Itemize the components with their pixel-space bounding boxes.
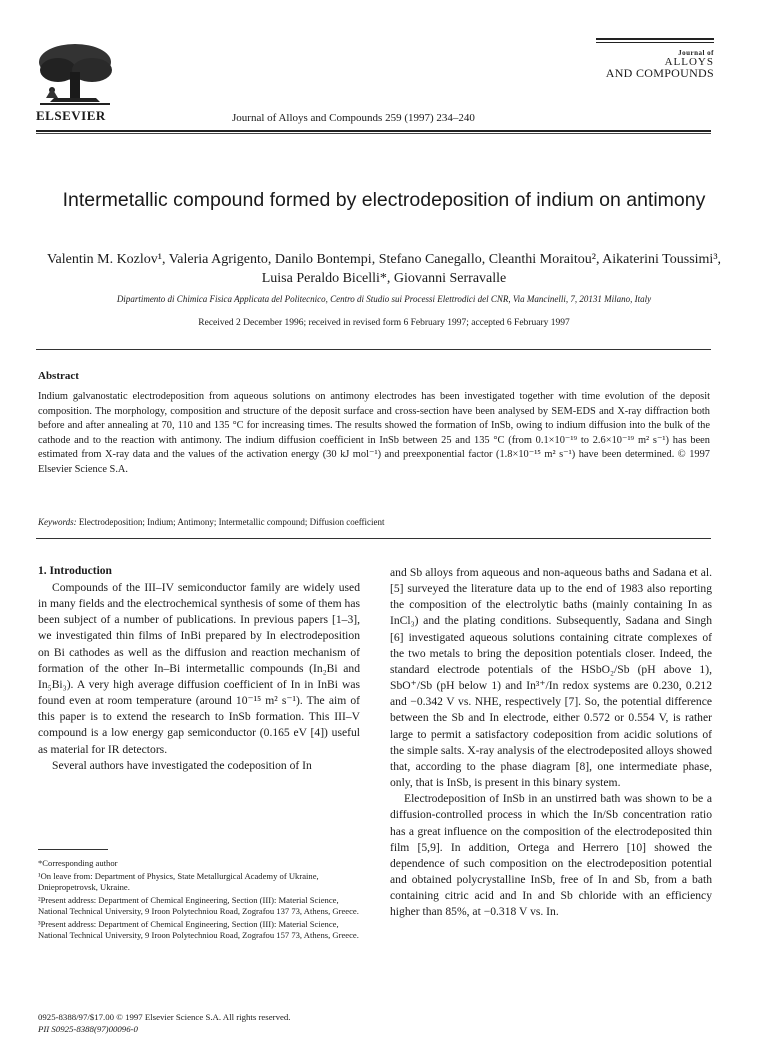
footnotes bbox=[38, 858, 360, 943]
paragraph: and Sb alloys from aqueous and non-aqueous baths and Sadana et al. [5] surveyed the literature data up to the end of 1983 also reporting the composition of the electrolytic baths (mainly containing In as InCl₃) and the plating conditions. Subsequently, Sadana and Singh [6] investigated aqueous solutions containing citrate complexes of the two metals to bring the deposition potentials closer. Indeed, the standard electrode potentials of the HSbO₂/Sb (pH above 1), SbO⁺/Sb (pH below 1) and In³⁺/In redox systems are 0.230, 0.212 and −0.342 V vs. NHE, respectively [7]. So, the potential difference between the Sb and In electrode, either 0.572 or 0.554 V, is rather large to permit a satisfactory codeposition from acidic solutions of the simple salts. X-ray analysis of the electrodeposited alloys showed that, according to the phase diagram [8], one intermediate phase, only, that is InSb, is present in this binary system. bbox=[390, 566, 712, 790]
left-column bbox=[38, 580, 360, 774]
journal-logo-line3: AND COMPOUNDS bbox=[605, 66, 714, 80]
copyright-line: 0925-8388/97/$17.00 © 1997 Elsevier Science S.A. All rights reserved. bbox=[38, 1012, 291, 1022]
right-column bbox=[390, 565, 712, 920]
footnote: ¹On leave from: Department of Physics, State Metallurgical Academy of Ukraine, Dniepropetrovsk, Ukraine. bbox=[38, 870, 319, 892]
author-list: Valentin M. Kozlov¹, Valeria Agrigento, Danilo Bontempi, Stefano Canegallo, Cleanthi Moraitou², Aikaterini Toussimi³, Luisa Peraldo Bicelli*, Giovanni Serravalle bbox=[46, 252, 722, 286]
footnote-rule bbox=[38, 849, 108, 850]
journal-logo-line1: Journal of bbox=[678, 49, 714, 57]
header-rule bbox=[36, 130, 711, 132]
copyright-block bbox=[38, 1011, 398, 1035]
publisher-name: ELSEVIER bbox=[36, 108, 106, 123]
keywords-list: Electrodeposition; Indium; Antimony; Intermetallic compound; Diffusion coefficient bbox=[78, 517, 385, 527]
journal-logo bbox=[596, 38, 714, 79]
footnote: ²Present address: Department of Chemical Engineering, Section (III): Material Science, National Technical University, 9 Iroon Polytechniou Road, Zografou 137 73, Athens, Greece. bbox=[38, 894, 359, 916]
section-heading: 1. Introduction bbox=[38, 565, 112, 577]
divider bbox=[36, 538, 711, 539]
elsevier-tree-logo bbox=[30, 40, 120, 110]
abstract-heading: Abstract bbox=[38, 370, 79, 382]
header-rule-thin bbox=[36, 133, 711, 134]
footnote: ³Present address: Department of Chemical Engineering, Section (III): Material Science, National Technical University, 9 Iroon Polytechniou Road, Zografou 157 73, Athens, Greece. bbox=[38, 918, 359, 940]
journal-logo-line2: ALLOYS bbox=[664, 56, 714, 68]
journal-citation: Journal of Alloys and Compounds 259 (1997) 234–240 bbox=[232, 112, 475, 124]
pii-line: PII S0925-8388(97)00096-0 bbox=[38, 1024, 138, 1034]
paragraph: Electrodeposition of InSb in an unstirred bath was shown to be a diffusion-controlled process in which the In/Sb concentration ratio has a great influence on the composition of the electrodeposited thin film [5,9]. In addition, Ortega and Herrero [10] showed the dependence of such composition on the electrodeposition potential and obtained polycrystalline InSb, free of In and Sb, from a bath containing citric acid and In and Sb chloride with an efficiency higher than 85%, at −0.318 V vs. In. bbox=[390, 792, 712, 919]
divider bbox=[36, 349, 711, 350]
paragraph: Several authors have investigated the codeposition of In bbox=[52, 758, 312, 772]
affiliation: Dipartimento di Chimica Fisica Applicata del Politecnico, Centro di Studio sui Processi Elettrodici del CNR, Via Mancinelli, 7, 20131 Milano, Italy bbox=[116, 294, 652, 304]
keywords bbox=[38, 517, 710, 527]
footnote: *Corresponding author bbox=[38, 858, 118, 868]
abstract-text: Indium galvanostatic electrodeposition from aqueous solutions on antimony electrodes has been investigated together with time evolution of the deposit composition. The morphology, composition and structure of the deposit surface and cross-section have been analysed by SEM-EDS and X-ray diffraction both before and after annealing at 70, 110 and 135 °C for increasing times. The results showed the formation of InSb, owing to indium diffusion into the bulk of the cathode and to the reaction with antimony. The indium diffusion coefficient in InSb between 25 and 135 °C (from 0.1×10⁻¹⁹ to 2.6×10⁻¹⁹ m² s⁻¹) has been estimated from X-ray data and the values of the activation energy (30 kJ mol⁻¹) and preexponential factor (1.8×10⁻¹⁵ m² s⁻¹) have been determined. © 1997 Elsevier Science S.A. bbox=[38, 391, 710, 475]
article-title: Intermetallic compound formed by electrodeposition of indium on antimony bbox=[62, 189, 706, 211]
paragraph: Compounds of the III–IV semiconductor family are widely used in many fields and the electrochemical synthesis of some of them has been subject of a number of publications. In previous papers [1–3], we investigated thin films of InBi prepared by In electrodeposition on Bi cathodes as well as the diffusion and reaction mechanism of formation of the other In–Bi intermetallic compounds (In₂Bi and In₅Bi₃). A very high average diffusion coefficient of In in InBi was found even at room temperature (around 10⁻¹⁵ m² s⁻¹). The aim of this paper is to extend the research to InSb formation. This III–V compound is a low energy gap semiconductor (0.165 eV [4]) useful as material for IR detectors. bbox=[38, 581, 360, 756]
received-dates: Received 2 December 1996; received in revised form 6 February 1997; accepted 6 February 1997 bbox=[198, 318, 570, 328]
keywords-label: Keywords: bbox=[38, 517, 77, 527]
